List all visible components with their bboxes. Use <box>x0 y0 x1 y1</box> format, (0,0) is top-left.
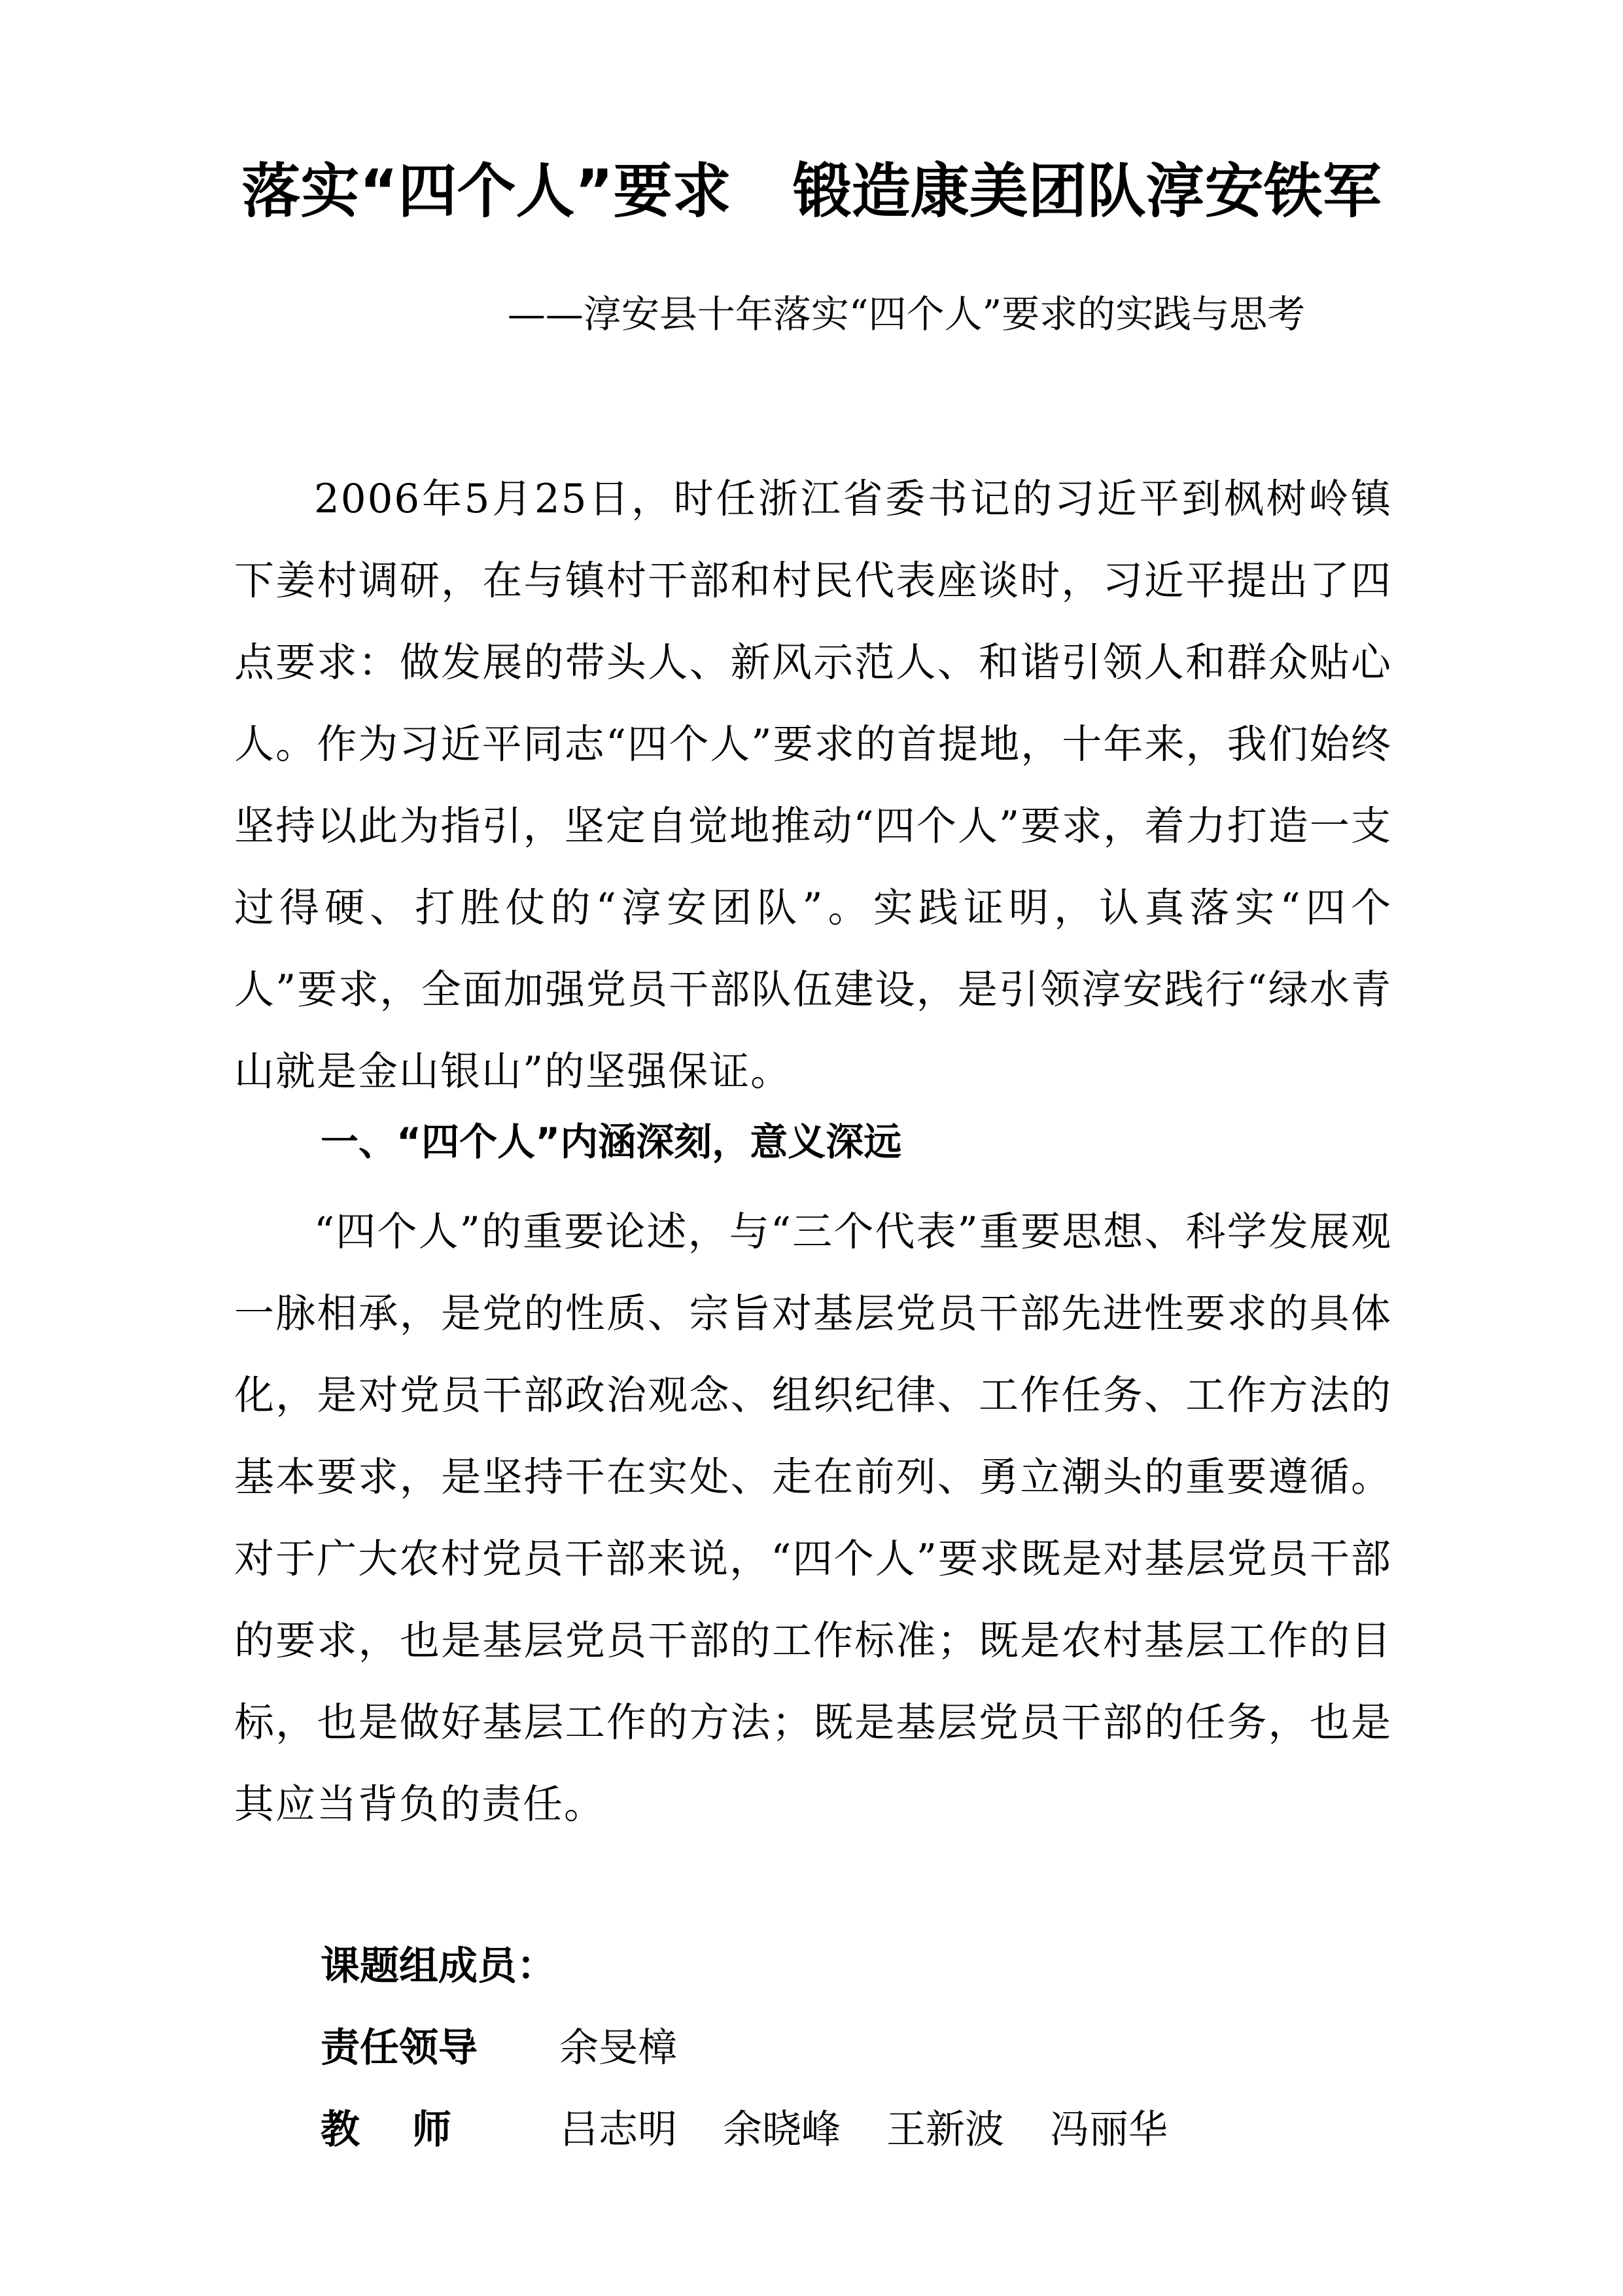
leader-role: 责任领导 <box>321 2025 478 2071</box>
leader-row <box>321 2019 723 2077</box>
teacher-name: 王新波 <box>886 2107 1004 2153</box>
teacher-role: 教师 <box>321 2107 504 2153</box>
document-title: 落实“四个人”要求 锻造康美团队淳安铁军 <box>241 157 1382 226</box>
teacher-name: 冯丽华 <box>1050 2107 1168 2153</box>
section-paragraph: “四个人”的重要论述，与“三个代表”重要思想、科学发展观一脉相承，是党的性质、宗旨对基层党员干部先进性要求的具体化，是对党员干部政治观念、组织纪律、工作任务、工作方法的基本要求，是坚持干在实处、走在前列、勇立潮头的重要遵循。对于广大农村党员干部来说，“四个人”要求既是对基层党员干部的要求，也是基层党员干部的工作标准；既是农村基层工作的目标，也是做好基层工作的方法；既是基层党员干部的任务，也是其应当背负的责任。 <box>234 1209 1392 1828</box>
intro-paragraph: 2006年5月25日，时任浙江省委书记的习近平到枫树岭镇下姜村调研，在与镇村干部和村民代表座谈时，习近平提出了四点要求：做发展的带头人、新风示范人、和谐引领人和群众贴心人。作为习近平同志“四个人”要求的首提地，十年来，我们始终坚持以此为指引，坚定自觉地推动“四个人”要求，着力打造一支过得硬、打胜仗的“淳安团队”。实践证明，认真落实“四个人”要求，全面加强党员干部队伍建设，是引领淳安践行“绿水青山就是金山银山”的坚强保证。 <box>234 476 1392 1095</box>
section-heading: 一、“四个人”内涵深刻，意义深远 <box>321 1120 902 1164</box>
leader-name: 余旻樟 <box>559 2025 677 2071</box>
document-subtitle: ——淳安县十年落实“四个人”要求的实践与思考 <box>507 292 1306 336</box>
members-heading: 课题组成员： <box>321 1943 556 1989</box>
teacher-name: 吕志明 <box>559 2107 677 2153</box>
teachers-row <box>321 2100 1213 2159</box>
teacher-name: 余晓峰 <box>723 2107 841 2153</box>
